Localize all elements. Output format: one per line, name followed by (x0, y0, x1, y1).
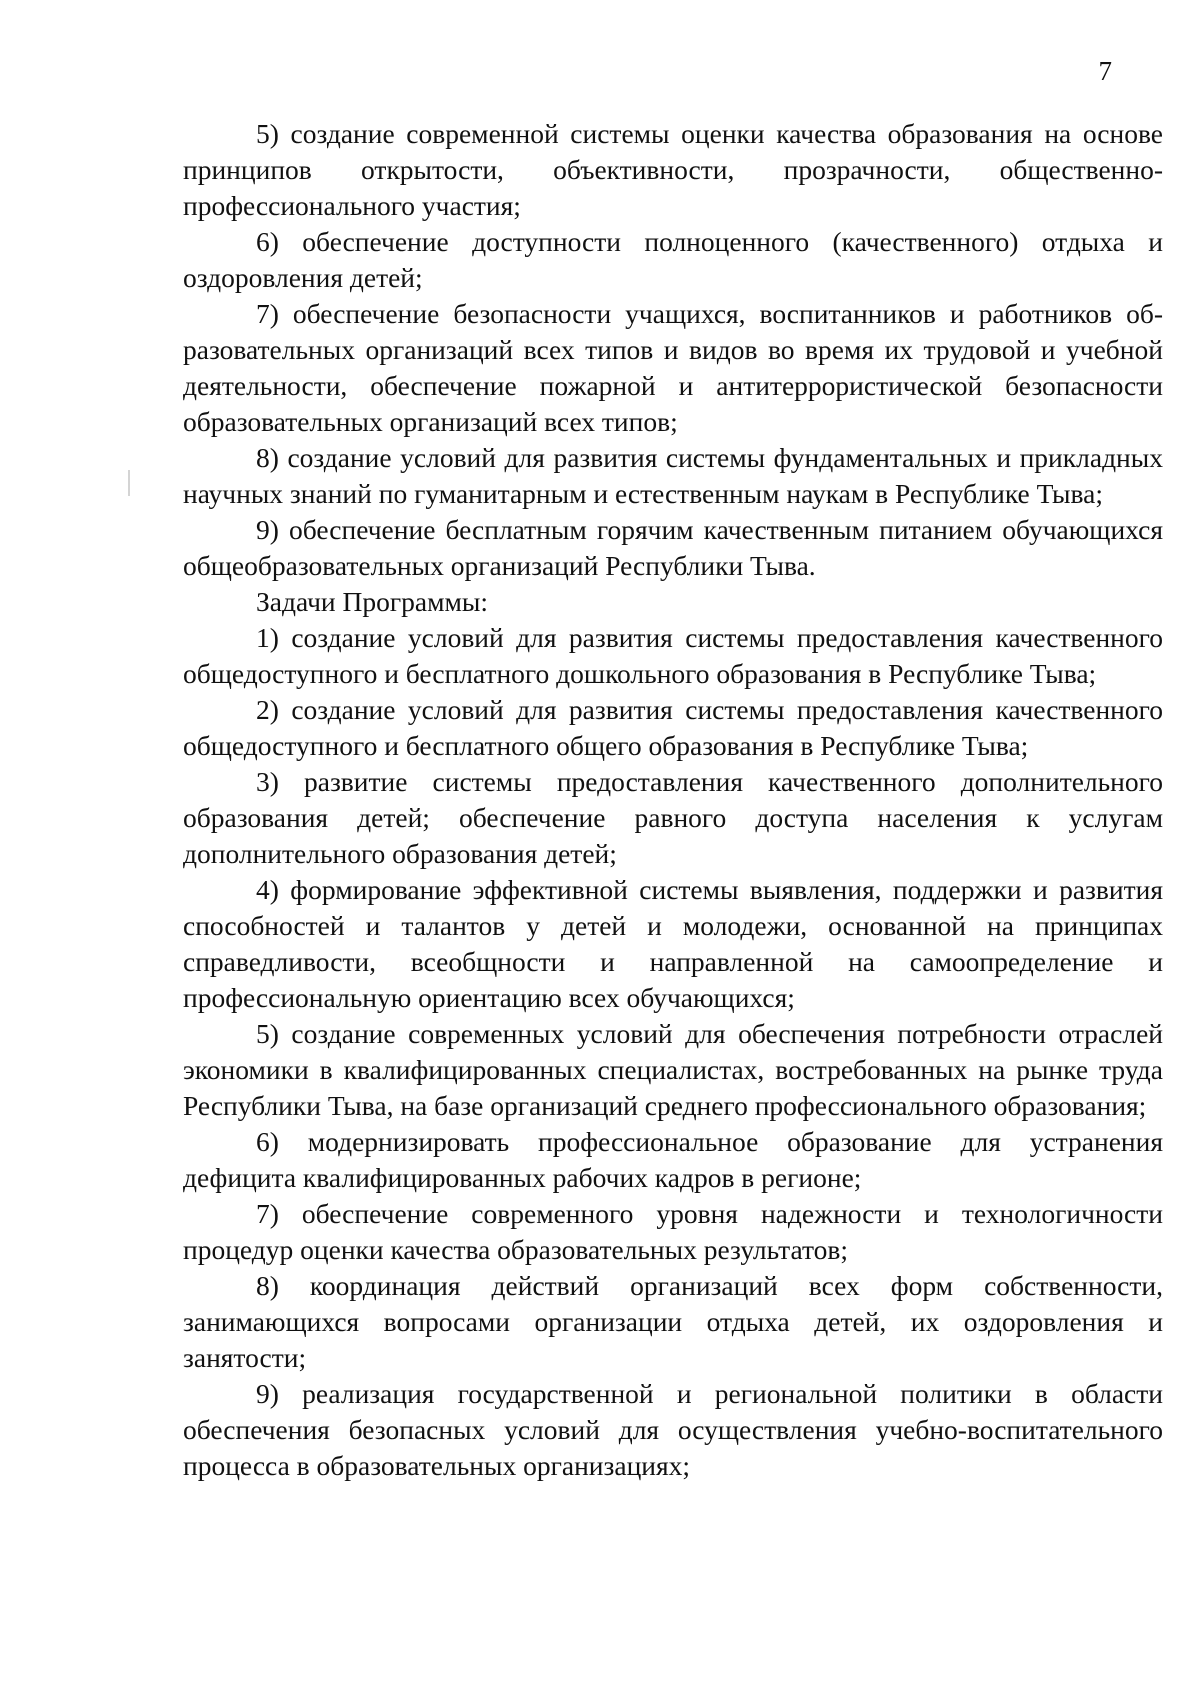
task-item-5: 5) создание современных условий для обеспечения потребности отраслей экономики в квалифицированных специалистах, востребованных на рынке труда Республики Тыва, на базе организаций среднего профессионального образования; (183, 1018, 1163, 1121)
goal-item-7: 7) обеспечение безопасности учащихся, воспитанников и работников образовательных организаций всех типов и видов во время их трудовой и учебной деятельности, обеспечение пожарной и антитеррористической безопасности образовательных организаций всех типов; (183, 298, 1163, 437)
goal-item-6: 6) обеспечение доступности полноценного (качественного) отдыха и оздоровления детей; (183, 226, 1163, 293)
goal-item-8: 8) создание условий для развития системы фундаментальных и прикладных научных знаний по гуманитарным и естественным наукам в Республике Тыва; (183, 442, 1163, 509)
goal-item-9: 9) обеспечение бесплатным горячим качественным питанием обучающихся общеобразовательных организаций Республики Тыва. (183, 514, 1163, 581)
task-item-2: 2) создание условий для развития системы предоставления качественного общедоступного и бесплатного общего образования в Республике Тыва; (183, 694, 1163, 761)
task-item-9: 9) реализация государственной и региональной политики в области обеспечения безопасных условий для осуществления учебно-воспитательного процесса в образовательных организациях; (183, 1378, 1163, 1481)
task-item-7: 7) обеспечение современного уровня надежности и технологичности процедур оценки качества образовательных результатов; (183, 1198, 1163, 1265)
task-item-3: 3) развитие системы предоставления качественного дополнительного образования детей; обеспечение равного доступа населения к услугам дополнительного образования детей; (183, 766, 1163, 869)
task-item-4: 4) формирование эффективной системы выявления, поддержки и развития способностей и талантов у детей и молодежи, основанной на принципах справедливости, всеобщности и направленной на самоопределение и профессиональную ориентацию всех обучающихся; (183, 874, 1163, 1013)
document-body (183, 116, 1163, 1484)
scan-artifact (128, 470, 130, 496)
task-item-8: 8) координация действий организаций всех форм собственности, занимающихся вопросами организации отдыха детей, их оздоровления и занятости; (183, 1270, 1163, 1373)
goal-item-5: 5) создание современной системы оценки качества образования на основе принципов открытости, объективности, прозрачности, общественно-профессионального участия; (183, 118, 1163, 221)
tasks-heading: Задачи Программы: (256, 586, 489, 617)
task-item-1: 1) создание условий для развития системы предоставления качественного общедоступного и бесплатного дошкольного образования в Республике Тыва; (183, 622, 1163, 689)
task-item-6: 6) модернизировать профессиональное образование для устранения дефицита квалифицированных рабочих кадров в регионе; (183, 1126, 1163, 1193)
page-number: 7 (1098, 56, 1112, 86)
